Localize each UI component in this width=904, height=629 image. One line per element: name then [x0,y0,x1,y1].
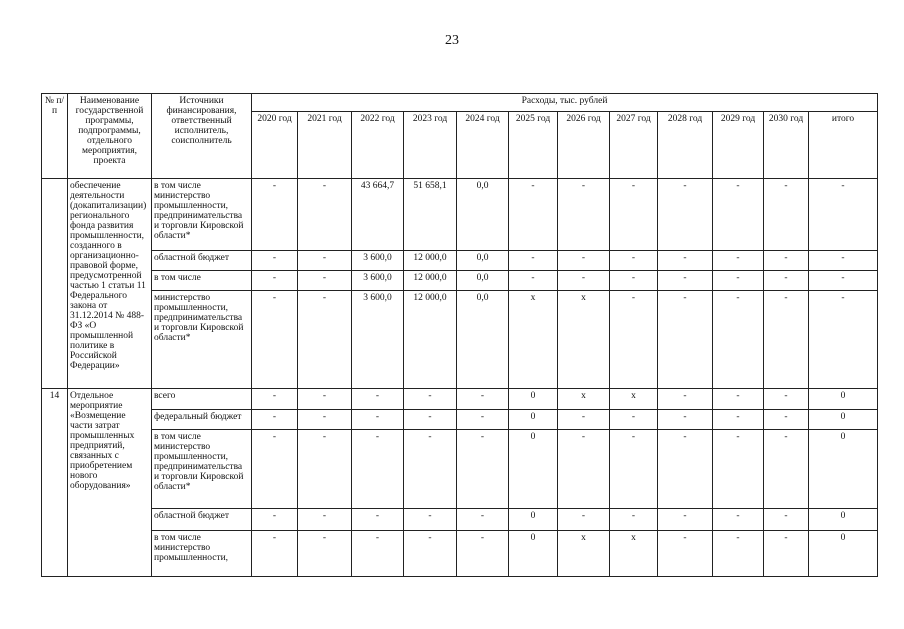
table-cell: - [298,509,352,531]
header-total: итого [809,112,878,179]
table-cell: 12 000,0 [404,291,457,389]
table-cell: - [658,251,713,271]
table-cell: - [713,179,764,251]
header-year: 2030 год [764,112,809,179]
row-source: в том числе [152,271,252,291]
table-cell: - [558,410,610,430]
row-source: федеральный бюджет [152,410,252,430]
page-number: 23 [445,33,459,48]
table-cell: - [558,271,610,291]
table-cell: - [764,430,809,509]
row-source: в том числе министерство промышленности, предпринимательства и торговли Кировской области* [152,179,252,251]
table-cell: - [509,271,558,291]
table-row [42,430,878,509]
table-cell: - [298,430,352,509]
table-cell: - [252,251,298,271]
table-cell: 0,0 [457,251,509,271]
table-row [42,271,878,291]
table-cell: - [252,389,298,410]
table-cell: - [404,531,457,577]
table-cell: - [404,410,457,430]
table-cell: - [404,389,457,410]
table-cell: - [252,271,298,291]
table-cell: - [404,509,457,531]
table-cell: - [764,531,809,577]
table-cell: - [298,271,352,291]
table-cell: - [298,179,352,251]
table-cell: - [764,251,809,271]
table-cell: - [658,531,713,577]
table-cell: х [610,389,658,410]
table-cell: х [509,291,558,389]
table-row [42,179,878,251]
row-source: в том числе министерство промышленности, [152,531,252,577]
table-cell: - [352,531,404,577]
table-cell: - [658,179,713,251]
table-cell: 0 [809,430,878,509]
table-cell: - [457,531,509,577]
row-source: областной бюджет [152,509,252,531]
table-cell: - [298,531,352,577]
table-cell: 0 [809,531,878,577]
table-cell: - [252,509,298,531]
table-cell: - [610,509,658,531]
table-cell: - [658,430,713,509]
table-cell: - [610,430,658,509]
table-cell: - [509,179,558,251]
table-cell: - [658,389,713,410]
table-cell: - [658,410,713,430]
table-cell: 0 [509,389,558,410]
table-cell: - [457,410,509,430]
table-cell: - [558,509,610,531]
header-expenses: Расходы, тыс. рублей [252,94,878,112]
table-cell: - [252,179,298,251]
table-row [42,531,878,577]
table-cell: 0,0 [457,291,509,389]
table-cell: - [658,509,713,531]
row-source: министерство промышленности, предпринимательства и торговли Кировской области* [152,291,252,389]
table-cell: 0,0 [457,271,509,291]
table-cell: - [298,410,352,430]
header-year: 2028 год [658,112,713,179]
header-year: 2023 год [404,112,457,179]
table-cell: - [713,410,764,430]
table-cell: 0 [809,410,878,430]
header-year: 2022 год [352,112,404,179]
row-index: 14 [42,389,68,577]
table-row [42,291,878,389]
table-cell: - [713,291,764,389]
table-cell: - [764,179,809,251]
table-cell: - [610,179,658,251]
header-year: 2029 год [713,112,764,179]
header-year: 2027 год [610,112,658,179]
row-index [42,179,68,389]
row-source: всего [152,389,252,410]
table-cell: - [713,389,764,410]
table-cell: х [558,389,610,410]
table-cell: 0 [509,531,558,577]
table-cell: - [352,389,404,410]
table-cell: - [457,389,509,410]
header-year: 2020 год [252,112,298,179]
row-source: областной бюджет [152,251,252,271]
table-cell: - [252,410,298,430]
row-source: в том числе министерство промышленности, предпринимательства и торговли Кировской области* [152,430,252,509]
table-cell: - [809,271,878,291]
table-cell: - [252,430,298,509]
table-cell: 3 600,0 [352,291,404,389]
table-cell: - [764,509,809,531]
table-cell: - [809,291,878,389]
table-row [42,251,878,271]
header-num: № п/п [42,94,68,179]
table-cell: 51 658,1 [404,179,457,251]
table-cell: - [252,291,298,389]
table-cell: - [713,531,764,577]
table-cell: х [558,531,610,577]
table-cell: - [764,291,809,389]
table-cell: - [809,179,878,251]
row-program-name: обеспечение деятельности (докапитализации) регионального фонда развития промышленности, созданного в организационно-правовой форме, предусмотренной частью 1 статьи 11 Федерального закона от 31.12.2014 № 488-ФЗ «О промышленной политике в Российской Федерации» [68,179,152,389]
table-cell: - [558,179,610,251]
table-cell: - [252,531,298,577]
table-cell: 0 [509,509,558,531]
table-cell: 0 [509,430,558,509]
header-year: 2025 год [509,112,558,179]
table-cell: - [352,430,404,509]
table-cell: 3 600,0 [352,251,404,271]
table-cell: 0 [509,410,558,430]
table-cell: - [610,251,658,271]
table-cell: 0,0 [457,179,509,251]
table-row [42,389,878,410]
table-cell: - [713,509,764,531]
table-cell: - [457,509,509,531]
row-program-name: Отдельное мероприятие «Возмещение части затрат промышленных предприятий, связанных с приобретением нового оборудования» [68,389,152,577]
table-row [42,509,878,531]
table-cell: х [558,291,610,389]
table-cell: 0 [809,509,878,531]
table-cell: - [713,271,764,291]
table-cell: - [298,389,352,410]
table-cell: 12 000,0 [404,271,457,291]
table-cell: - [352,509,404,531]
table-cell: - [809,251,878,271]
table-cell: - [764,271,809,291]
table-cell: - [509,251,558,271]
table-cell: - [713,251,764,271]
table-cell: - [558,430,610,509]
table-cell: - [658,271,713,291]
table-cell: - [610,291,658,389]
table-cell: х [610,531,658,577]
table-cell: - [352,410,404,430]
table-row [42,410,878,430]
table-cell: 3 600,0 [352,271,404,291]
table-cell: - [764,410,809,430]
header-source: Источники финансирования, ответственный исполнитель, соисполнитель [152,94,252,179]
table-cell: - [404,430,457,509]
table-cell: - [713,430,764,509]
table-cell: - [457,430,509,509]
table-cell: - [764,389,809,410]
table-cell: - [298,291,352,389]
header-year: 2024 год [457,112,509,179]
table-cell: - [610,271,658,291]
expenses-table [41,93,878,577]
table-cell: - [610,410,658,430]
table-cell: 12 000,0 [404,251,457,271]
table-cell: - [658,291,713,389]
table-cell: 0 [809,389,878,410]
table-cell: 43 664,7 [352,179,404,251]
header-year: 2026 год [558,112,610,179]
table-cell: - [558,251,610,271]
header-program-name: Наименование государственной программы, подпрограммы, отдельного мероприятия, проекта [68,94,152,179]
table-cell: - [298,251,352,271]
header-year: 2021 год [298,112,352,179]
